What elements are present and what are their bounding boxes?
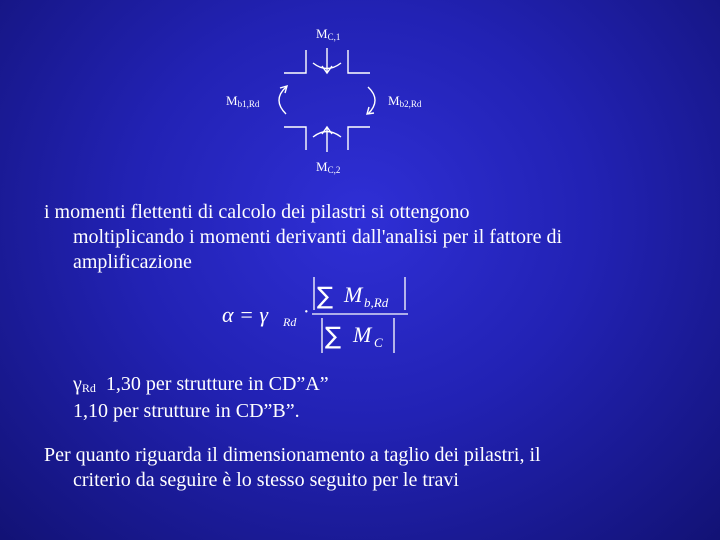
denominator-sub: C (374, 335, 383, 350)
numerator-m: M (344, 282, 363, 307)
paragraph-shear (44, 443, 541, 493)
gamma-rd-values (73, 372, 329, 401)
formula-graphic (222, 274, 422, 359)
paragraph-line: Per quanto riguarda il dimensionamento a taglio dei pilastri, il (44, 444, 541, 466)
denominator-m: M (353, 322, 372, 347)
moment-label-mc1: $M_{C,1}$ (316, 26, 341, 42)
amplification-formula (222, 274, 422, 359)
paragraph-amplification (44, 200, 562, 275)
paragraph-line: amplificazione (73, 251, 192, 273)
moment-diagram (0, 0, 720, 185)
denominator-sum: ∑ (325, 322, 342, 350)
moment-label-mb2: $M_{b2,Rd}$ (388, 93, 422, 109)
gamma-symbol: γ (73, 373, 82, 395)
numerator-sub: b,Rd (364, 295, 389, 310)
formula-dot: · (303, 301, 310, 323)
node-outline (0, 0, 720, 185)
numerator-sum: ∑ (317, 282, 334, 310)
moment-label-mb1: $M_{b1,Rd}$ (226, 93, 260, 109)
formula-lhs: α = γ (222, 302, 269, 327)
paragraph-line: moltiplicando i momenti derivanti dall'analisi per il fattore di (73, 226, 563, 248)
paragraph-line: criterio da seguire è lo stesso seguito per le travi (73, 469, 459, 491)
gamma-sub: Rd (81, 381, 96, 395)
moment-label-mc2: $M_{C,2}$ (316, 159, 341, 175)
formula-gamma-sub: Rd (283, 315, 297, 329)
gamma-value-a: 1,30 per strutture in CD”A” (105, 373, 329, 395)
paragraph-line: i momenti flettenti di calcolo dei pilastri si ottengono (44, 201, 470, 223)
gamma-value-b: 1,10 per strutture in CD”B”. (73, 400, 300, 422)
